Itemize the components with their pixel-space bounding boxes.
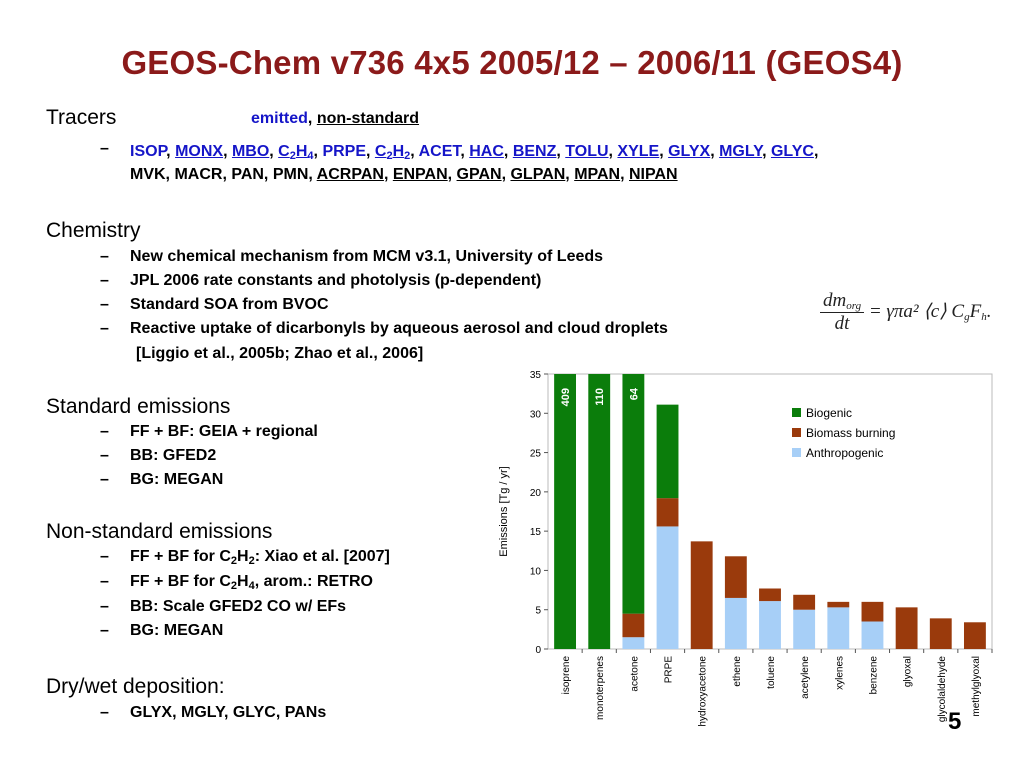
bar-value-label: 64 — [628, 388, 641, 401]
emitted-label: emitted — [251, 110, 308, 127]
legend-label: Biomass burning — [806, 426, 896, 440]
x-tick-label: hydroxyacetone — [697, 656, 709, 727]
x-tick-label: xylenes — [834, 656, 846, 690]
bar-biogenic — [657, 405, 679, 499]
tracers-legend — [251, 110, 419, 128]
bar-biomass-burning — [930, 618, 952, 649]
bar-anthropogenic — [827, 607, 849, 649]
x-tick-label: methylglyoxal — [970, 656, 982, 717]
bar-biomass-burning — [827, 602, 849, 608]
bar-biomass-burning — [862, 602, 884, 622]
dash: – — [100, 704, 109, 721]
x-tick-label: isoprene — [561, 656, 573, 695]
x-tick-label: glyoxal — [902, 656, 914, 688]
bar-anthropogenic — [657, 526, 679, 649]
legend-swatch — [792, 448, 801, 457]
y-tick-label: 30 — [529, 409, 541, 421]
dash: – — [100, 471, 109, 488]
bar-biomass-burning — [964, 622, 986, 649]
tracers-dash: – — [100, 140, 109, 157]
y-tick-label: 5 — [535, 605, 541, 617]
chemistry-citation: [Liggio et al., 2005b; Zhao et al., 2006] — [136, 345, 424, 362]
bar-biomass-burning — [759, 589, 781, 602]
emissions-chart — [490, 362, 1000, 768]
y-tick-label: 15 — [529, 527, 541, 539]
tracer-list: ISOP, MONX, MBO, $C_2H_4$, PRPE, $C_2H_2$, ACET, HAC, BENZ, TOLU, XYLE, GLYX, MGLY, GLYC, MVK, MACR, PAN, PMN, ACRPAN, ENPAN, GPAN, GLPAN, MPAN, NIPAN — [130, 143, 819, 183]
bar-biogenic — [588, 374, 610, 649]
bar-value-label: 110 — [594, 388, 607, 406]
chemistry-item: Reactive uptake of dicarbonyls by aqueous aerosol and cloud droplets — [130, 320, 668, 337]
chemistry-heading: Chemistry — [46, 219, 141, 242]
standard-emissions-heading: Standard emissions — [46, 395, 231, 418]
bar-biomass-burning — [622, 614, 644, 638]
x-tick-label: monoterpenes — [595, 656, 607, 720]
chemistry-item: Standard SOA from BVOC — [130, 296, 329, 313]
x-tick-label: acetone — [629, 656, 641, 692]
y-tick-label: 10 — [529, 566, 541, 578]
y-axis-label: Emissions [Tg / yr] — [498, 466, 510, 557]
deposition-item: GLYX, MGLY, GLYC, PANs — [130, 704, 327, 721]
bar-biomass-burning — [691, 541, 713, 649]
standard-emissions-item: BG: MEGAN — [130, 471, 224, 488]
slide-title: GEOS-Chem v736 4x5 2005/12 – 2006/11 (GEOS4) — [121, 44, 903, 81]
bar-biomass-burning — [793, 595, 815, 610]
legend-swatch — [792, 428, 801, 437]
nonstandard-emissions-item: BG: MEGAN — [130, 622, 224, 639]
x-tick-label: benzene — [868, 656, 880, 695]
nonstandard-label: non-standard — [316, 110, 420, 127]
nonstandard-emissions-item: BB: Scale GFED2 CO w/ EFs — [130, 598, 347, 615]
legend-label: Biogenic — [806, 406, 853, 420]
dash: – — [100, 573, 109, 590]
dash: – — [100, 296, 109, 313]
dash: – — [100, 622, 109, 639]
bar-biomass-burning — [896, 607, 918, 649]
x-tick-label: acetylene — [800, 656, 812, 699]
uptake-formula: $\frac{dm_{org}}{dt}$ = γπa² ⟨c⟩ $C_gF_h$. — [820, 290, 991, 335]
tracers-heading: Tracers — [46, 106, 117, 129]
dash: – — [100, 423, 109, 440]
y-tick-label: 35 — [529, 370, 541, 381]
bar-biomass-burning — [725, 556, 747, 598]
bar-anthropogenic — [862, 622, 884, 650]
formula-fraction: $\frac{dm_{org}}{dt}$ — [820, 290, 864, 335]
bar-value-label: 409 — [560, 388, 573, 407]
nonstandard-emissions-item: FF + BF for $C_2H_4$, arom.: RETRO — [130, 573, 373, 592]
tracers-sep: , — [307, 110, 313, 127]
chemistry-item: JPL 2006 rate constants and photolysis (p-dependent) — [130, 272, 542, 289]
x-tick-label: glycolaldehyde — [936, 656, 948, 723]
x-tick-label: PRPE — [663, 656, 675, 684]
x-tick-label: toluene — [766, 656, 777, 689]
dash: – — [100, 272, 109, 289]
bar-biomass-burning — [657, 498, 679, 526]
dash: – — [100, 320, 109, 337]
bar-biogenic — [554, 374, 576, 649]
bar-anthropogenic — [759, 601, 781, 649]
x-tick-label: ethene — [731, 656, 743, 687]
bar-biogenic — [622, 374, 644, 614]
page-number: 5 — [948, 708, 962, 735]
nonstandard-emissions-item: FF + BF for $C_2H_2$: Xiao et al. [2007] — [130, 548, 390, 567]
y-tick-label: 20 — [529, 487, 541, 499]
y-tick-label: 0 — [535, 645, 541, 656]
dash: – — [100, 598, 109, 615]
bar-anthropogenic — [793, 610, 815, 649]
dash: – — [100, 248, 109, 265]
standard-emissions-item: FF + BF: GEIA + regional — [130, 423, 318, 440]
deposition-heading: Dry/wet deposition: — [46, 675, 225, 698]
legend-label: Anthropogenic — [806, 446, 884, 460]
bar-anthropogenic — [725, 598, 747, 649]
standard-emissions-item: BB: GFED2 — [130, 447, 217, 464]
dash: – — [100, 447, 109, 464]
y-tick-label: 25 — [529, 448, 541, 460]
dash: – — [100, 548, 109, 565]
chemistry-item: New chemical mechanism from MCM v3.1, University of Leeds — [130, 248, 604, 265]
bar-anthropogenic — [622, 637, 644, 649]
legend-swatch — [792, 408, 801, 417]
nonstandard-emissions-heading: Non-standard emissions — [46, 520, 273, 543]
